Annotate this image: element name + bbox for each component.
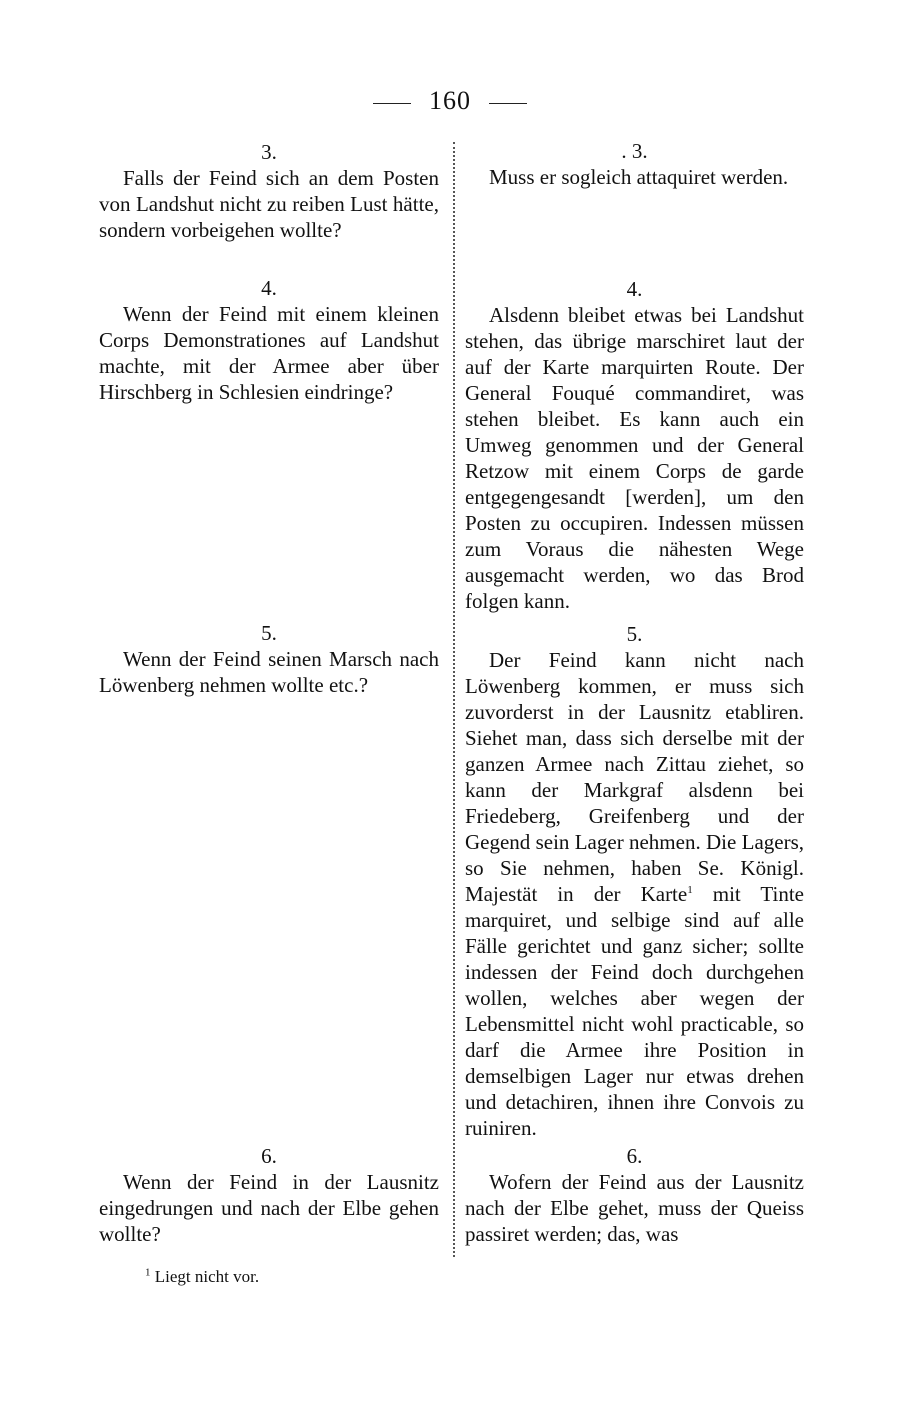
answer-5-text-part-a: Der Feind kann nicht nach Löwenberg kommen, er muss sich zuvorderst in der Lausnitz etabliren. Siehet man, dass sich derselbe mit der ganzen Armee nach Zittau ziehet, so kann der Markgraf alsdenn bei Friedeberg, Greifenberg und der Gegend sein Lager nehmen. Die Lagers, so Sie nehmen, haben Se. Königl. Majestät in der Karte [465,648,804,906]
answer-5-text-part-b: mit Tinte marquiret, und selbige sind auf alle Fälle gerichtet und ganz sicher; sollte indessen der Feind doch durchgehen wollen, welches aber wegen der Lebensmittel nicht wohl practicable, so darf die Armee ihre Position in demselbigen Lager nur etwas drehen und detachiren, ihnen ihre Convois zu ruiniren. [465,882,805,1140]
answer-5-text [465,647,804,1141]
page-number: 160 [429,86,471,115]
question-6-text: Wenn der Feind in der Lausnitz eingedrungen und nach der Elbe gehen wollte? [99,1170,439,1246]
footnote [145,1266,259,1288]
question-4-number: 4. [261,276,277,300]
question-5-text: Wenn der Feind seinen Marsch nach Löwenberg nehmen wollte etc.? [99,647,439,697]
answer-4-number: 4. [626,277,643,301]
answer-5-number: 5. [626,622,643,646]
answer-4-text: Alsdenn bleibet etwas bei Landshut stehen, das übrige marschiret laut der auf der Karte marquirten Route. Der General Fouqué commandiret, was stehen bleibet. Es kann auch ein Umweg genommen und der General Retzow mit einem Corps de garde entgegengesandt [werden], um den Posten zu occupiren. Indessen müssen zum Voraus die nähesten Wege ausgemacht werden, wo das Brod folgen kann. [465,303,804,613]
question-3-number: 3. [261,140,277,164]
footnote-mark: 1 [145,1266,151,1279]
question-3 [99,139,439,243]
footnote-text: Liegt nicht vor. [154,1267,260,1286]
header-rule-left [373,103,411,104]
answer-6-number: 6. [626,1144,643,1168]
question-4 [99,275,439,405]
answer-3-text: Muss er sogleich attaquiret werden. [489,165,789,189]
page-header [0,86,900,116]
question-4-text: Wenn der Feind mit einem kleinen Corps Demonstrationes auf Landshut machte, mit der Armee aber über Hirschberg in Schlesien eindringe? [99,302,439,404]
answer-3 [465,138,804,190]
header-rule-right [489,103,527,104]
question-3-text: Falls der Feind sich an dem Posten von Landshut nicht zu reiben Lust hätte, sondern vorbeigehen wollte? [99,166,439,242]
answer-3-number: . 3. [621,139,648,163]
answer-5 [465,621,804,1141]
answer-6 [465,1143,804,1247]
answer-6-text: Wofern der Feind aus der Lausnitz nach der Elbe gehet, muss der Queiss passiret werden; das, was [465,1170,804,1246]
question-5 [99,620,439,698]
question-6 [99,1143,439,1247]
question-5-number: 5. [261,621,277,645]
question-6-number: 6. [261,1144,277,1168]
footnote-reference: 1 [687,884,693,896]
answer-4 [465,276,804,614]
column-divider [453,142,455,1257]
